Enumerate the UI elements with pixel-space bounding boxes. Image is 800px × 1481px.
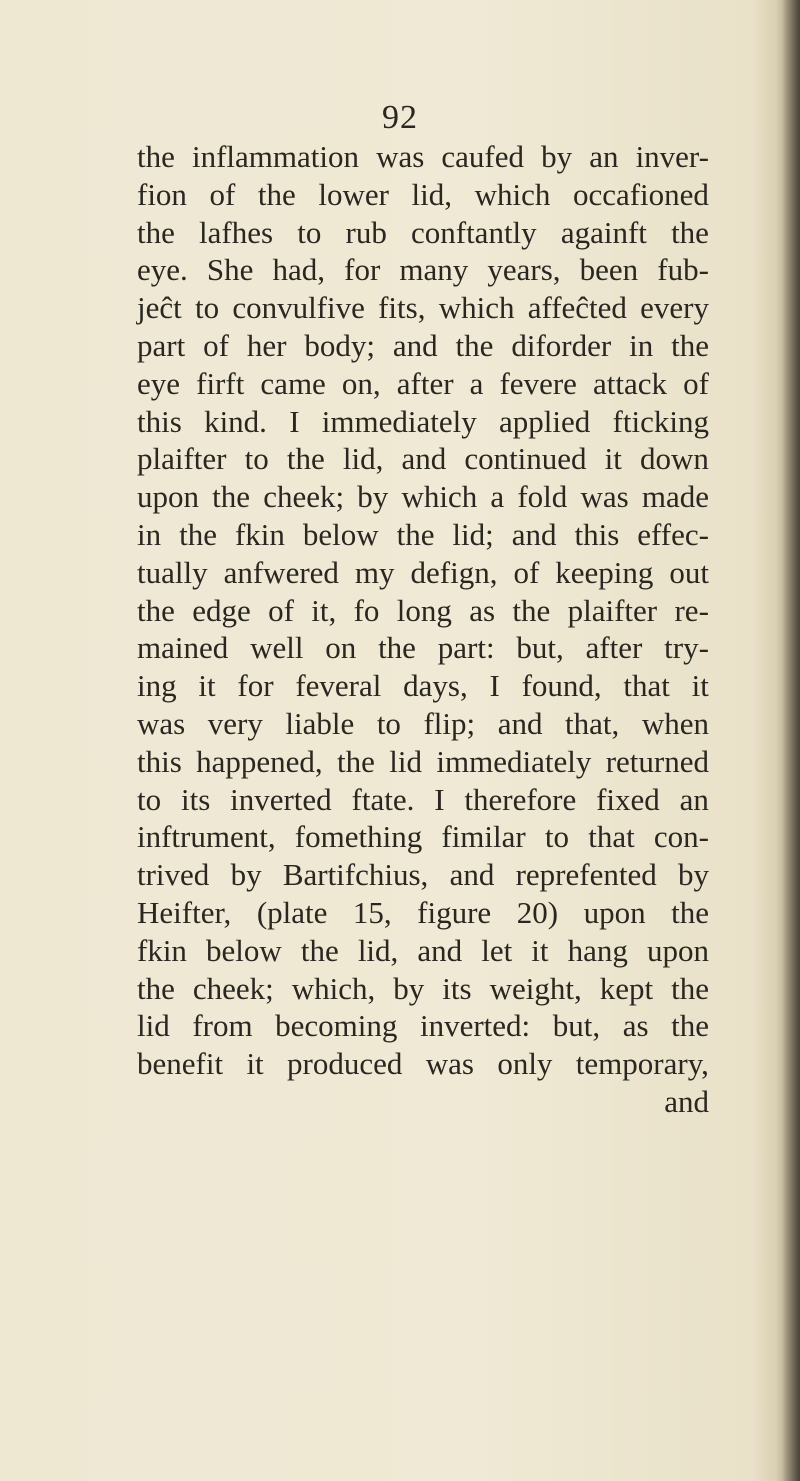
text-line: the edge of it, fo long as the plaifter re-: [137, 592, 709, 628]
text-line: jeĉt to convulfive fits, which affeĉted every: [137, 290, 709, 326]
text-line: to its inverted ftate. I therefore fixed an: [137, 781, 709, 817]
body-text: [137, 138, 709, 1121]
text-line: lid from becoming inverted: but, as the: [137, 1008, 709, 1044]
text-line: the cheek; which, by its weight, kept the: [137, 970, 709, 1006]
text-line: the inflammation was caufed by an inver-: [137, 139, 709, 174]
text-line: this happened, the lid immediately returned: [137, 743, 709, 779]
text-line: benefit it produced was only temporary,: [137, 1046, 709, 1082]
text-line: eye firft came on, after a fevere attack of: [137, 365, 709, 401]
text-line: was very liable to flip; and that, when: [137, 705, 709, 741]
text-line: mained well on the part: but, after try-: [137, 630, 709, 666]
page-binding-shadow: [782, 0, 800, 1481]
text-line: fkin below the lid, and let it hang upon: [137, 932, 709, 968]
text-line: trived by Bartifchius, and reprefented by: [137, 857, 709, 893]
text-line: inftrument, fomething fimilar to that con-: [137, 819, 709, 855]
text-line: plaifter to the lid, and continued it down: [137, 441, 709, 477]
text-line: in the fkin below the lid; and this effec-: [137, 516, 709, 552]
text-line: fion of the lower lid, which occafioned: [137, 176, 709, 212]
catchword: and: [664, 1083, 709, 1119]
text-line: this kind. I immediately applied fticking: [137, 403, 709, 439]
text-line: ing it for feveral days, I found, that it: [137, 668, 709, 704]
page-number: 92: [382, 99, 418, 136]
text-line: the lafhes to rub conftantly againft the: [137, 214, 709, 250]
text-line: Heifter, (plate 15, figure 20) upon the: [137, 894, 709, 930]
text-line: tually anfwered my defign, of keeping out: [137, 554, 709, 590]
text-line: eye. She had, for many years, been fub-: [137, 252, 709, 288]
text-line: upon the cheek; by which a fold was made: [137, 479, 709, 515]
text-line: part of her body; and the diforder in the: [137, 327, 709, 363]
